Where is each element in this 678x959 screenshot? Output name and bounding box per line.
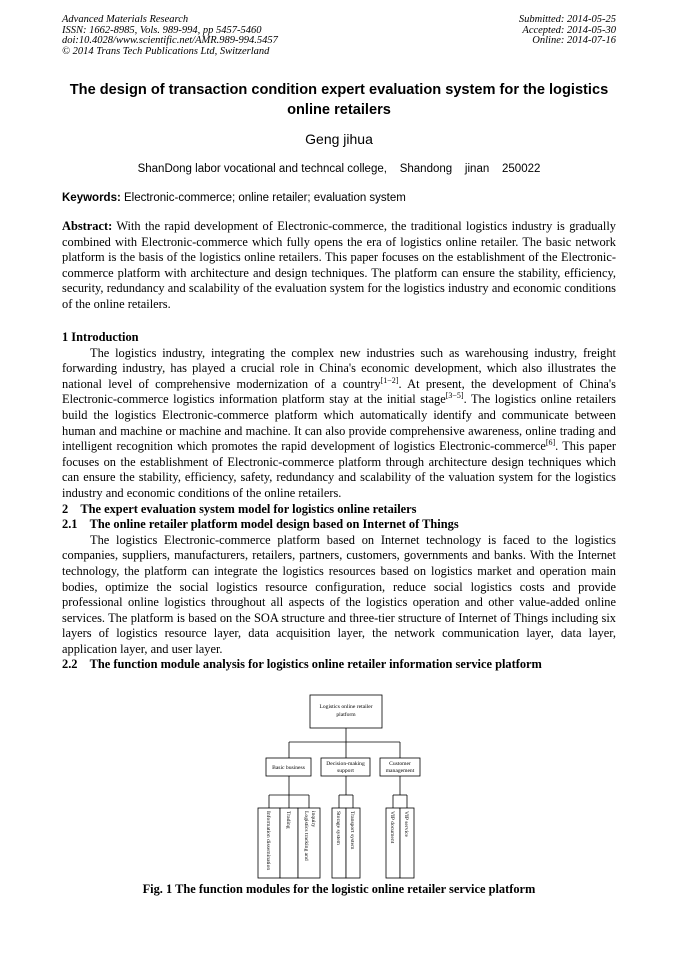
leaf-label-tracking-2: inquiry	[310, 811, 316, 828]
main-text	[62, 330, 616, 673]
abstract	[62, 219, 616, 313]
submitted-date: Submitted: 2014-05-25	[518, 14, 616, 25]
accepted-date: Accepted: 2014-05-30	[522, 24, 616, 36]
journal-header-right	[519, 15, 616, 47]
citation-1-2: [1−2]	[380, 375, 399, 385]
root-label-line2: platform	[336, 712, 356, 718]
section-heading-2-1: 2.1 The online retailer platform model design based on Internet of Things	[62, 517, 459, 532]
journal-issn: ISSN: 1662-8985, Vols. 989-994, pp 5457-5460	[62, 24, 262, 36]
keywords-label: Keywords:	[62, 192, 121, 204]
function-module-diagram	[0, 690, 678, 900]
abstract-text: With the rapid development of Electronic-commerce, the traditional logistics industry is gradually combined with Electronic-commerce which fully opens the era of logistics online retailer. The basic network platform is the basis of the logistics online retailers. This paper focuses on the establishment of the Electronic-commerce platform with architecture and design techniques. The platform can ensure the stability, efficiency, security, redundancy and scalability of the evaluation system for the logistics industry and economic conditions of the online retailers.	[62, 219, 616, 311]
diagram-connectors	[258, 695, 420, 878]
introduction-paragraph	[62, 346, 616, 502]
section-heading-2: 2 The expert evaluation system model for logistics online retailers	[62, 501, 417, 516]
figure-caption: Fig. 1 The function modules for the logistic online retailer service platform	[142, 882, 536, 896]
keywords	[62, 191, 616, 206]
leaf-label-tracking-1: Logistics tracking and	[303, 811, 309, 861]
journal-header-left	[62, 15, 278, 57]
level2-label-customer-1: Customer	[389, 761, 411, 767]
level2-label-decision-2: support	[337, 768, 354, 774]
level2-label-basic: Basic business	[272, 765, 305, 771]
intro-text-3: . The logistics online retailers build the logistics Electronic-commerce platform which automatically identify and communicate between human and machine or machine and machine. It can also provide comprehensive awareness, online trading and intelligent recognition which promotes the rapid development of logistics Electronic-commerce	[62, 392, 616, 454]
journal-doi: doi:10.4028/www.scientific.net/AMR.989-994.5457	[62, 35, 278, 47]
journal-copyright: © 2014 Trans Tech Publications Ltd, Switzerland	[62, 45, 270, 57]
author-name: Geng jihua	[305, 131, 373, 147]
intro-text-4: . This paper focuses on the establishment of Electronic-commerce platform through architecture design techniques which can ensure the stability, efficiency, safety, redundancy and scalability of the valuation system for the logistics industry and economic conditions of the online retailers.	[62, 439, 616, 500]
paper-title: The design of transaction condition expert evaluation system for the logistics online retailers	[69, 82, 609, 118]
section-2-1-paragraph: The logistics Electronic-commerce platform based on Internet technology is faced to the logistics companies, suppliers, manufacturers, retailers, partners, customers, governments and banks. With the Internet technology, the platform can integrate the logistics resources based on logistics market and operation main bodies, optimize the social logistics resource configuration, reduce social logistics costs and provide professional online logistics throughout all aspects of the logistics operation and other value-added online services. The platform is based on the SOA structure and three-tier structure of Internet of Things including six layers of logistics resource layer, data acquisition layer, the network communication layer, data layer, application layer, and user layer.	[62, 532, 616, 656]
abstract-label: Abstract:	[62, 219, 113, 233]
keywords-text: Electronic-commerce; online retailer; evaluation system	[120, 192, 406, 204]
leaf-label-vip-service: VIP service	[403, 811, 409, 838]
root-label-line1: Logistics online retailer	[319, 704, 373, 710]
level2-label-decision-1: Decision-making	[326, 761, 365, 767]
section-heading-2-2: 2.2 The function module analysis for logistics online retailer information service platform	[62, 657, 542, 672]
level2-label-customer-2: management	[385, 768, 415, 774]
leaf-label-storage: Storage system	[335, 811, 341, 846]
author-affiliation: ShanDong labor vocational and techncal college, Shandong jinan 250022	[137, 163, 541, 175]
leaf-label-transport: Transport system	[349, 811, 355, 850]
intro-text-1: The logistics industry, integrating the complex new industries such as warehousing industry, freight forwarding industry, has played a crucial role in China's economic development, which also illustrates the national level of comprehensive modernization of a country	[62, 345, 616, 391]
section-heading-introduction: 1 Introduction	[62, 330, 139, 344]
online-date: Online: 2014-07-16	[532, 35, 616, 47]
leaf-label-vip-document: VIP document	[389, 811, 395, 844]
leaf-label-trading: Trading	[285, 811, 291, 829]
intro-text-2: . At present, the development of China's Electronic-commerce logistics information platform stay at the initial stage	[62, 376, 616, 407]
journal-name: Advanced Materials Research	[62, 14, 189, 25]
leaf-label-information: Information dissemination	[265, 811, 271, 871]
citation-6: [6]	[545, 438, 556, 448]
citation-3-5: [3−5]	[445, 391, 464, 401]
